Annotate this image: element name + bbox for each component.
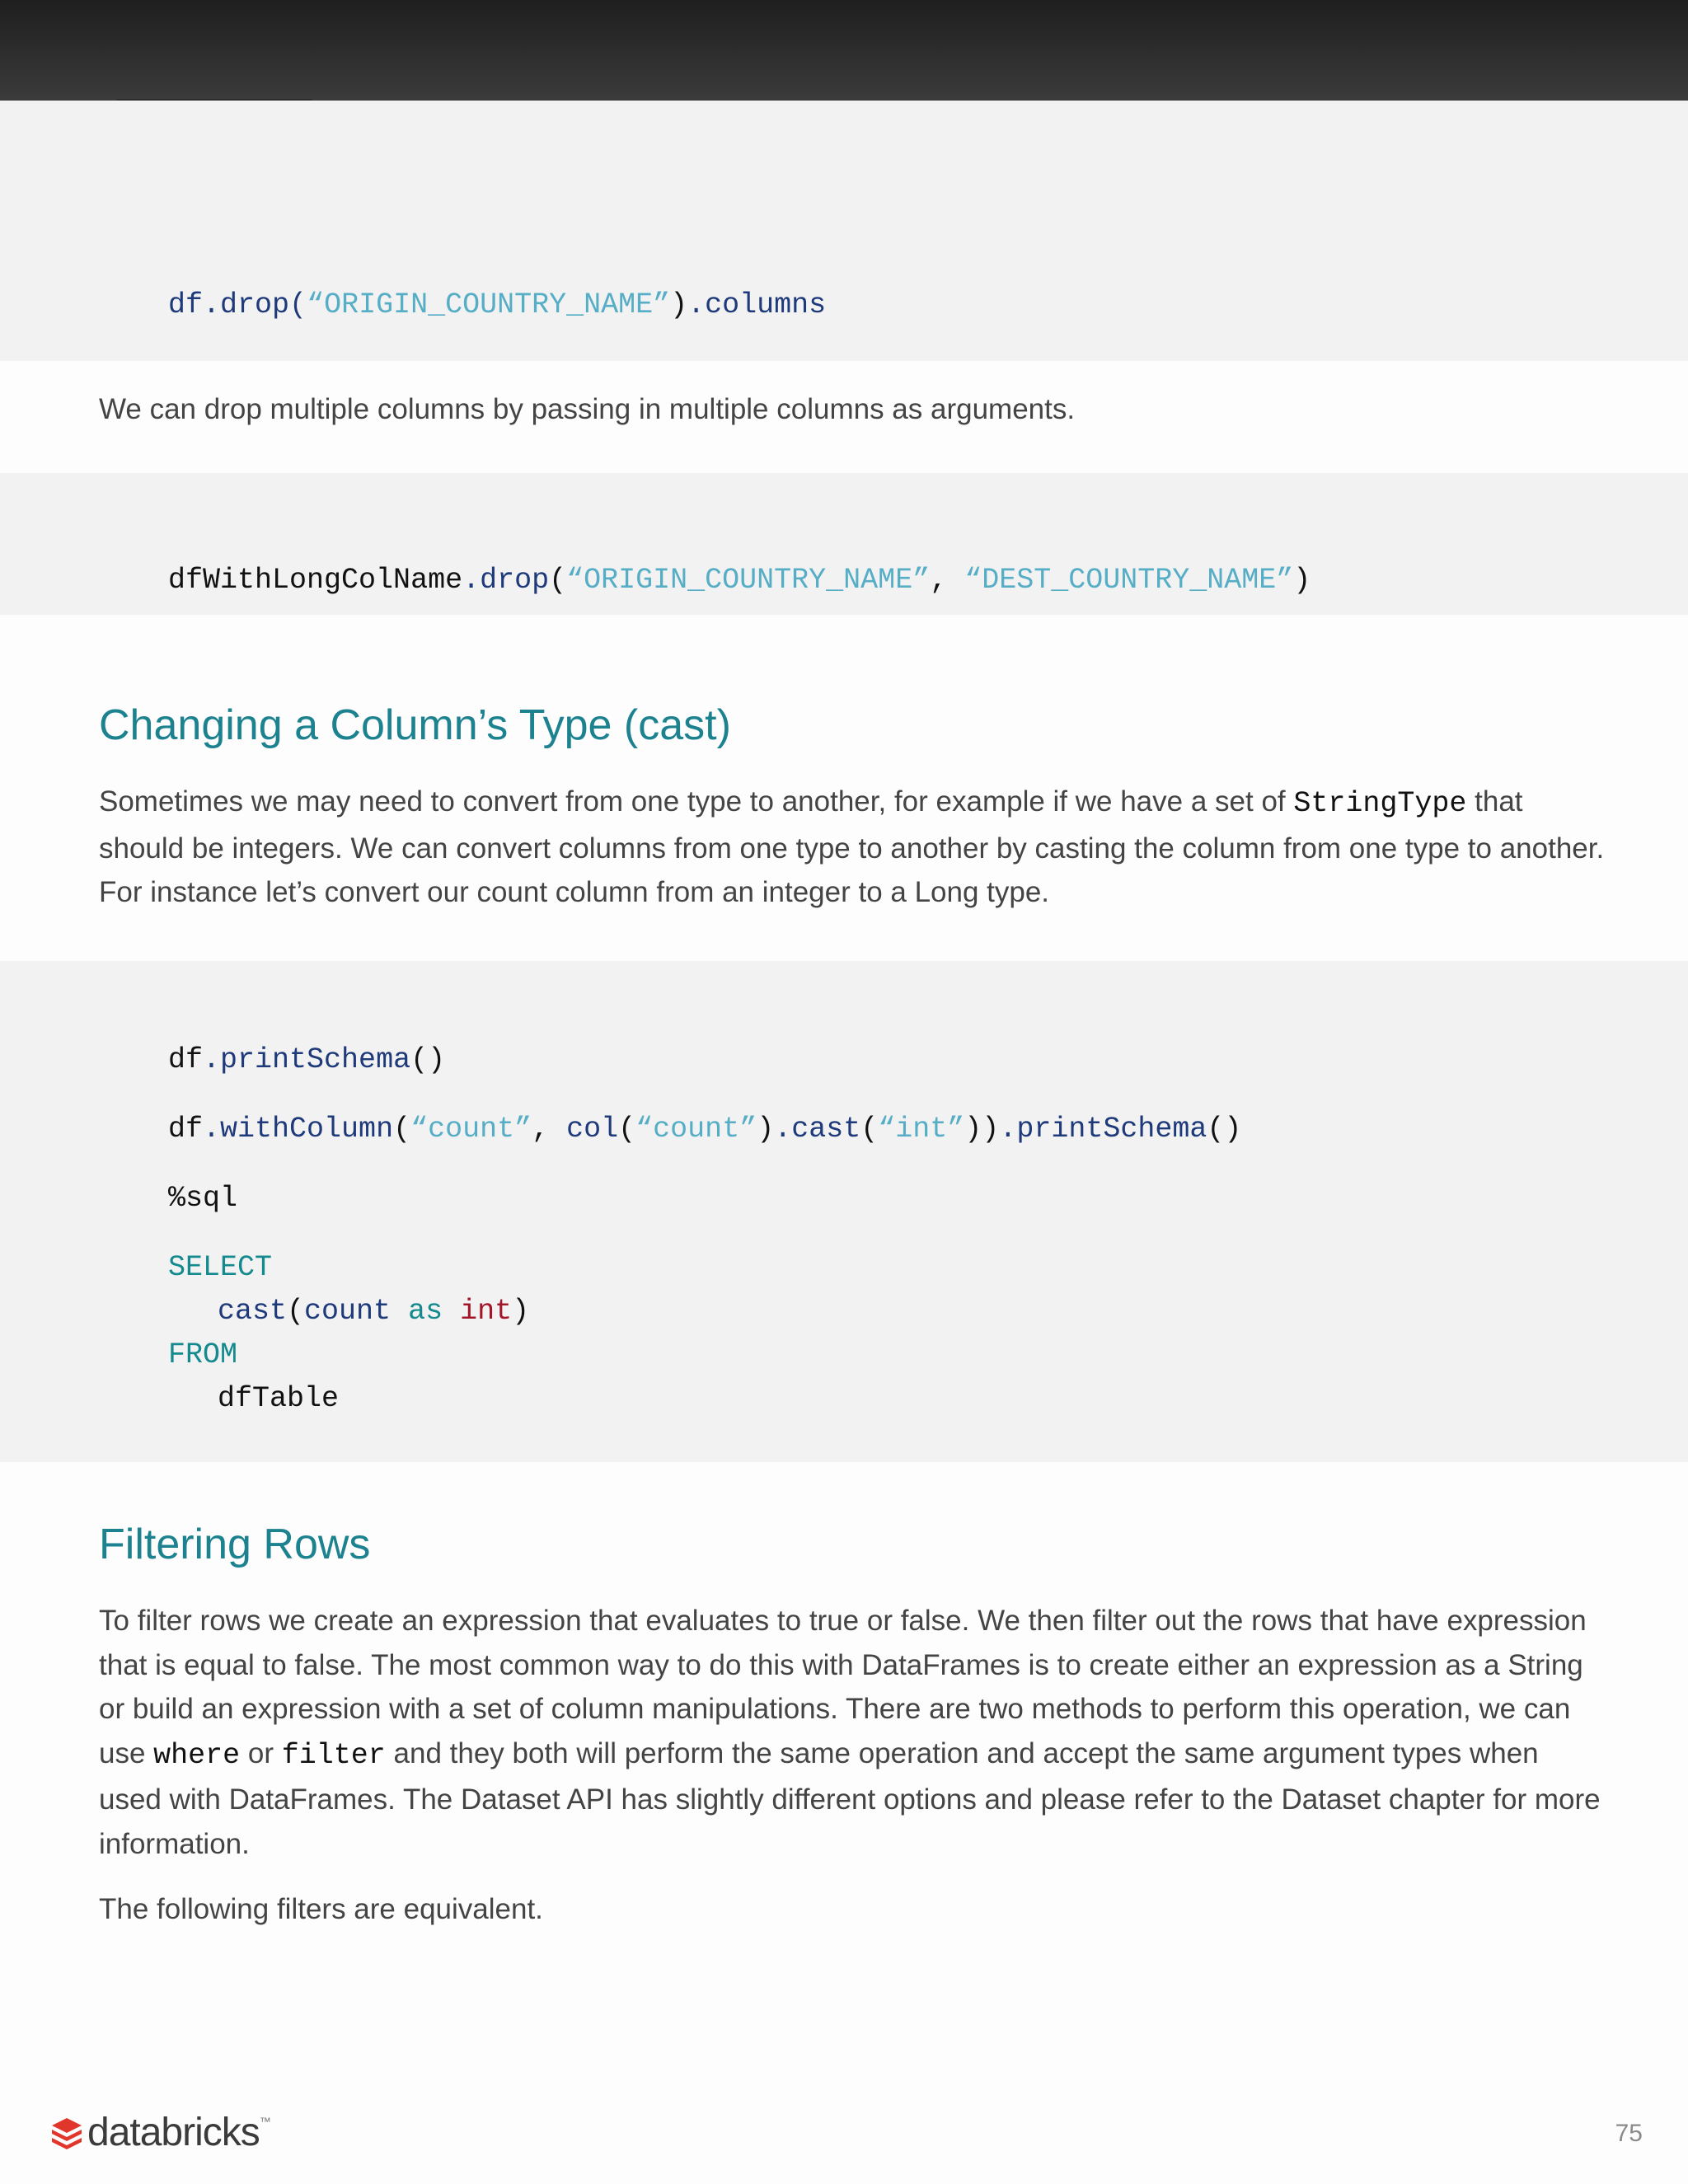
code-paren: ) — [670, 288, 688, 321]
paragraph-text: and they both will perform the same operation and accept the same argument types when used with DataFrames. The Dataset API has slightly different options and please refer to the Dataset chapter for more information. — [99, 1736, 1601, 1860]
code-string: “count” — [410, 1113, 532, 1146]
code-paren: )) — [964, 1113, 1000, 1146]
sql-keyword: as — [408, 1295, 443, 1328]
sql-keyword: FROM — [168, 1338, 238, 1371]
code-method: .drop — [462, 564, 550, 597]
header-band — [0, 0, 1688, 101]
code-paren: () — [410, 1043, 446, 1076]
paragraph-text: To filter rows we create an expression that evaluates to true or false. We then filter out the rows that have expression that is equal to false. The most common way to do this with DataFrames is to create either an expression as a String or build an expression with a set of column manipulations. There are two methods to perform this operation, we can use — [99, 1605, 1587, 1769]
sql-type: int — [460, 1295, 513, 1328]
inline-code: where — [153, 1738, 241, 1772]
paragraph-equivalent: The following filters are equivalent. — [99, 1893, 543, 1925]
code-line — [99, 255, 826, 354]
inline-code: StringType — [1293, 787, 1467, 820]
code-block-drop-multiple — [0, 473, 1688, 615]
paragraph-text: or — [240, 1736, 282, 1769]
sql-function: cast — [218, 1295, 288, 1328]
paragraph-drop-multiple: We can drop multiple columns by passing in multiple columns as arguments. — [99, 393, 1076, 425]
code-paren: ) — [757, 1113, 775, 1146]
code-string: “DEST_COUNTRY_NAME” — [964, 564, 1294, 597]
code-paren: ( — [287, 1295, 305, 1328]
paragraph-text: Sometimes we may need to convert from one type to another, for example if we have a set of — [99, 785, 1294, 818]
code-paren: ) — [512, 1295, 530, 1328]
code-function: col — [566, 1113, 619, 1146]
code-paren: ( — [618, 1113, 636, 1146]
code-string: “ORIGIN_COUNTRY_NAME” — [566, 564, 931, 597]
sql-table: dfTable — [218, 1382, 340, 1415]
databricks-logo — [49, 2111, 271, 2153]
code-block-drop — [0, 101, 1688, 361]
code-line — [99, 531, 1311, 630]
code-method: .drop( — [203, 288, 307, 321]
sql-keyword: SELECT — [168, 1251, 273, 1284]
code-block-cast — [0, 961, 1688, 1462]
code-string: “ORIGIN_COUNTRY_NAME” — [307, 288, 671, 321]
code-line — [148, 1349, 339, 1448]
trademark-mark: ™ — [259, 2115, 271, 2128]
code-method: .printSchema — [999, 1113, 1207, 1146]
databricks-stack-icon — [49, 2115, 84, 2149]
code-method: .cast — [774, 1113, 861, 1146]
code-var: df — [168, 1113, 204, 1146]
code-paren: ( — [860, 1113, 879, 1146]
code-string: “int” — [878, 1113, 965, 1146]
code-magic: %sql — [168, 1182, 238, 1215]
code-var: dfWithLongColName — [168, 564, 463, 597]
section-heading-cast: Changing a Column’s Type (cast) — [99, 701, 731, 749]
code-var: df — [168, 288, 204, 321]
paragraph-filtering — [99, 1599, 1607, 1866]
paragraph-cast — [99, 780, 1607, 915]
paragraph-text: that should be integers. We can convert columns from one type to another by casting the column from one type to another. For instance let’s convert our count column from an integer to a Long type. — [99, 785, 1605, 908]
code-separator: , — [532, 1113, 567, 1146]
code-method: .printSchema — [203, 1043, 411, 1076]
page-number: 75 — [1615, 2120, 1643, 2147]
stack-layer-top — [52, 2118, 82, 2133]
section-heading-filtering: Filtering Rows — [99, 1521, 371, 1568]
code-paren: ( — [393, 1113, 411, 1146]
code-string: “count” — [635, 1113, 757, 1146]
code-separator: , — [930, 564, 965, 597]
inline-code: filter — [281, 1738, 386, 1772]
code-paren: () — [1207, 1113, 1242, 1146]
code-method: .withColumn — [203, 1113, 394, 1146]
sql-identifier: count — [304, 1295, 392, 1328]
logo-wordmark: databricks — [87, 2110, 260, 2154]
code-paren: ) — [1293, 564, 1311, 597]
code-line — [99, 1080, 1241, 1179]
code-property: .columns — [687, 288, 827, 321]
code-paren: ( — [549, 564, 567, 597]
code-var: df — [168, 1043, 204, 1076]
